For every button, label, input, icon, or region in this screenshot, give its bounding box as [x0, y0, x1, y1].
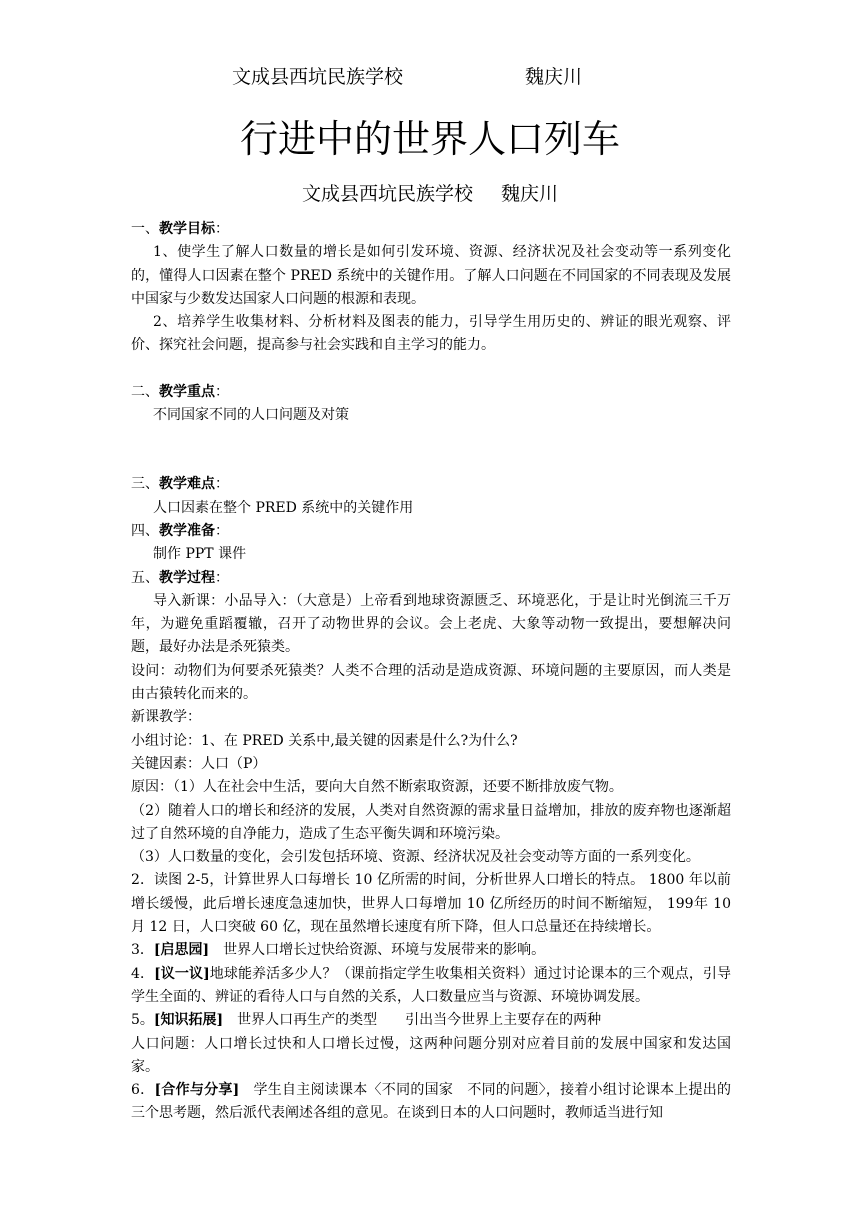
objective-2: 2、培养学生收集材料、分析材料及图表的能力，引导学生用历史的、辨证的眼光观察、评价、探究社会问题，提高参与社会实践和自主学习的能力。 [131, 314, 731, 354]
header-school: 文成县西坑民族学校 [232, 66, 404, 88]
item-5: 5。[知识拓展] 世界人口再生产的类型 引出当今世界上主要存在的两种 [131, 1012, 602, 1029]
question-paragraph: 设问：动物们为何要杀死猿类？人类不合理的活动是造成资源、环境问题的主要原因，而人类是由古猿转化而来的。 [131, 662, 731, 703]
page-title: 行进中的世界人口列车 [239, 117, 620, 161]
reason-2: （2）随着人口的增长和经济的发展，人类对自然资源的需求量日益增加，排放的废弃物也逐渐超过了自然环境的自净能力，造成了生态平衡失调和环境污染。 [131, 802, 731, 842]
new-lesson-label: 新课教学： [131, 709, 201, 726]
key-points-text: 不同国家不同的人口问题及对策 [153, 407, 349, 424]
item-5-continued: 人口问题：人口增长过快和人口增长过慢，这两种问题分别对应着目前的发展中国家和发达国家。 [131, 1035, 731, 1075]
section-heading-process: 五、教学过程： [131, 569, 229, 586]
reason-1: 原因：（1）人在社会中生活，要向大自然不断索取资源，还要不断排放废气物。 [131, 779, 623, 796]
section-heading-key-points: 二、教学重点： [131, 383, 229, 400]
subtitle-school: 文成县西坑民族学校 [301, 183, 473, 205]
header-author: 魏庆川 [525, 66, 583, 88]
intro-paragraph: 导入新课：小品导入：（大意是）上帝看到地球资源匮乏、环境恶化，于是让时光倒流三千万年，为避免重蹈覆辙，召开了动物世界的会议。会上老虎、大象等动物一致提出，要想解决问题，最好办法是杀死猿类。 [131, 592, 731, 656]
objective-1: 1、使学生了解人口数量的增长是如何引发环境、资源、经济状况及社会变动等一系列变化的，懂得人口因素在整个 PRED 系统中的关键作用。了解人口问题在不同国家的不同表现及发展中国家与少数发达国家人口问题的根源和表现。 [131, 244, 731, 307]
item-2: 2．读图 2-5，计算世界人口每增长 10 亿所需的时间，分析世界人口增长的特点。 1800 年以前增长缓慢，此后增长速度急速加快，世界人口每增加 10 亿所经历的时间不断缩短， 199年 10 月 12 日，人口突破 60 亿，现在虽然增长速度有所下降，但人口总量还在持续增长。 [131, 872, 731, 936]
preparation-text: 制作 PPT 课件 [153, 546, 247, 563]
difficulties-text: 人口因素在整个 PRED 系统中的关键作用 [153, 499, 414, 516]
item-6: 6．[合作与分享] 学生自主阅读课本〈不同的国家 不同的问题〉，接着小组讨论课本上提出的三个思考题，然后派代表阐述各组的意见。在谈到日本的人口问题时，教师适当进行知 [131, 1082, 731, 1122]
group-discussion: 小组讨论：1、在 PRED 关系中,最关键的因素是什么?为什么? [131, 732, 518, 749]
reason-3: （3）人口数量的变化，会引发包括环境、资源、经济状况及社会变动等方面的一系列变化。 [131, 849, 700, 866]
section-heading-preparation: 四、教学准备： [131, 522, 229, 539]
section-heading-difficulties: 三、教学难点： [131, 476, 229, 493]
document-body [131, 218, 731, 1126]
subtitle [0, 181, 860, 207]
key-factor: 关键因素：人口（P） [131, 755, 267, 772]
item-4: 4．[议一议]地球能养活多少人？（课前指定学生收集相关资料）通过讨论课本的三个观点，引导学生全面的、辨证的看待人口与自然的关系，人口数量应当与资源、环境协调发展。 [131, 965, 731, 1005]
item-3: 3．[启思园] 世界人口增长过快给资源、环境与发展带来的影响。 [131, 942, 546, 959]
section-heading-objectives: 一、教学目标： [131, 221, 229, 237]
subtitle-author: 魏庆川 [501, 183, 559, 205]
